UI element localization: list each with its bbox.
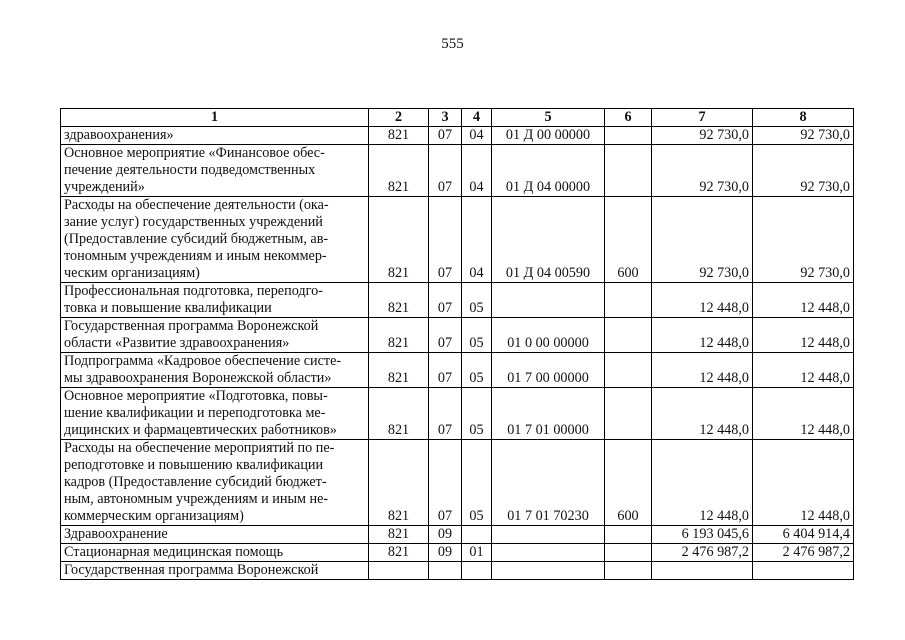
subsection-cell: 05 xyxy=(462,283,492,318)
subsection-cell: 04 xyxy=(462,197,492,283)
amount-year1-cell: 12 448,0 xyxy=(652,353,753,388)
name-cell: Расходы на обеспечение деятельности (ока- зание услуг) государственных учреждений (Предоставление субсидий бюджетным, ав- тономным учреждениям и иным некоммер- ческим организациям) xyxy=(61,197,369,283)
amount-year1-cell: 12 448,0 xyxy=(652,440,753,526)
table-row xyxy=(61,562,854,580)
header-col-8: 8 xyxy=(753,109,854,127)
amount-year1-cell: 92 730,0 xyxy=(652,197,753,283)
amount-year2-cell: 12 448,0 xyxy=(753,388,854,440)
table-header xyxy=(61,109,854,127)
name-cell: Расходы на обеспечение мероприятий по пе- реподготовке и повышению квалификации кадров (Предоставление субсидий бюджет- ным, автономным учреждениям и иным не- коммерческим организациям) xyxy=(61,440,369,526)
name-cell: Профессиональная подготовка, переподго- товка и повышение квалификации xyxy=(61,283,369,318)
subsection-cell: 05 xyxy=(462,318,492,353)
amount-year1-cell: 12 448,0 xyxy=(652,283,753,318)
amount-year2-cell: 92 730,0 xyxy=(753,145,854,197)
amount-year1-cell: 6 193 045,6 xyxy=(652,526,753,544)
section-cell: 07 xyxy=(429,197,462,283)
amount-year2-cell: 12 448,0 xyxy=(753,440,854,526)
section-cell: 09 xyxy=(429,544,462,562)
header-col-2: 2 xyxy=(369,109,429,127)
amount-year2-cell: 6 404 914,4 xyxy=(753,526,854,544)
target-article-cell: 01 Д 00 00000 xyxy=(492,127,605,145)
header-col-4: 4 xyxy=(462,109,492,127)
section-cell xyxy=(429,562,462,580)
name-cell: Стационарная медицинская помощь xyxy=(61,544,369,562)
amount-year1-cell: 2 476 987,2 xyxy=(652,544,753,562)
ministry-code-cell: 821 xyxy=(369,544,429,562)
expense-type-cell xyxy=(605,145,652,197)
subsection-cell: 05 xyxy=(462,440,492,526)
section-cell: 09 xyxy=(429,526,462,544)
target-article-cell: 01 0 00 00000 xyxy=(492,318,605,353)
table-row xyxy=(61,353,854,388)
header-col-7: 7 xyxy=(652,109,753,127)
name-cell: Государственная программа Воронежской xyxy=(61,562,369,580)
name-cell: здравоохранения» xyxy=(61,127,369,145)
amount-year2-cell: 92 730,0 xyxy=(753,197,854,283)
section-cell: 07 xyxy=(429,145,462,197)
ministry-code-cell: 821 xyxy=(369,318,429,353)
target-article-cell xyxy=(492,562,605,580)
budget-table xyxy=(60,108,854,580)
table-row xyxy=(61,283,854,318)
header-col-5: 5 xyxy=(492,109,605,127)
expense-type-cell: 600 xyxy=(605,197,652,283)
name-cell: Государственная программа Воронежской области «Развитие здравоохранения» xyxy=(61,318,369,353)
table-row xyxy=(61,318,854,353)
amount-year1-cell: 92 730,0 xyxy=(652,145,753,197)
expense-type-cell xyxy=(605,353,652,388)
target-article-cell: 01 7 01 00000 xyxy=(492,388,605,440)
expense-type-cell xyxy=(605,283,652,318)
ministry-code-cell: 821 xyxy=(369,145,429,197)
expense-type-cell: 600 xyxy=(605,440,652,526)
amount-year1-cell: 12 448,0 xyxy=(652,388,753,440)
header-row xyxy=(61,109,854,127)
ministry-code-cell: 821 xyxy=(369,526,429,544)
ministry-code-cell: 821 xyxy=(369,353,429,388)
section-cell: 07 xyxy=(429,283,462,318)
target-article-cell xyxy=(492,544,605,562)
subsection-cell xyxy=(462,562,492,580)
ministry-code-cell: 821 xyxy=(369,440,429,526)
section-cell: 07 xyxy=(429,388,462,440)
name-cell: Подпрограмма «Кадровое обеспечение систе- мы здравоохранения Воронежской области» xyxy=(61,353,369,388)
expense-type-cell xyxy=(605,388,652,440)
amount-year1-cell: 12 448,0 xyxy=(652,318,753,353)
page-number: 555 xyxy=(441,36,464,52)
subsection-cell: 04 xyxy=(462,127,492,145)
table-row xyxy=(61,544,854,562)
amount-year2-cell: 12 448,0 xyxy=(753,318,854,353)
ministry-code-cell: 821 xyxy=(369,197,429,283)
ministry-code-cell: 821 xyxy=(369,283,429,318)
subsection-cell: 05 xyxy=(462,388,492,440)
table-row xyxy=(61,197,854,283)
target-article-cell: 01 Д 04 00590 xyxy=(492,197,605,283)
target-article-cell: 01 7 01 70230 xyxy=(492,440,605,526)
name-cell: Основное мероприятие «Подготовка, повы- шение квалификации и переподготовка ме- дицинских и фармацевтических работников» xyxy=(61,388,369,440)
amount-year2-cell: 2 476 987,2 xyxy=(753,544,854,562)
table-row xyxy=(61,440,854,526)
expense-type-cell xyxy=(605,318,652,353)
subsection-cell: 05 xyxy=(462,353,492,388)
section-cell: 07 xyxy=(429,353,462,388)
expense-type-cell xyxy=(605,127,652,145)
amount-year2-cell: 12 448,0 xyxy=(753,283,854,318)
expense-type-cell xyxy=(605,544,652,562)
header-col-1: 1 xyxy=(61,109,369,127)
table-row xyxy=(61,127,854,145)
ministry-code-cell: 821 xyxy=(369,127,429,145)
header-col-3: 3 xyxy=(429,109,462,127)
subsection-cell: 04 xyxy=(462,145,492,197)
table-body xyxy=(61,127,854,580)
amount-year2-cell xyxy=(753,562,854,580)
header-col-6: 6 xyxy=(605,109,652,127)
amount-year1-cell: 92 730,0 xyxy=(652,127,753,145)
amount-year2-cell: 92 730,0 xyxy=(753,127,854,145)
ministry-code-cell xyxy=(369,562,429,580)
ministry-code-cell: 821 xyxy=(369,388,429,440)
target-article-cell xyxy=(492,283,605,318)
subsection-cell xyxy=(462,526,492,544)
amount-year2-cell: 12 448,0 xyxy=(753,353,854,388)
section-cell: 07 xyxy=(429,127,462,145)
name-cell: Здравоохранение xyxy=(61,526,369,544)
section-cell: 07 xyxy=(429,440,462,526)
section-cell: 07 xyxy=(429,318,462,353)
name-cell: Основное мероприятие «Финансовое обес- печение деятельности подведомственных учреждений» xyxy=(61,145,369,197)
target-article-cell: 01 7 00 00000 xyxy=(492,353,605,388)
amount-year1-cell xyxy=(652,562,753,580)
expense-type-cell xyxy=(605,562,652,580)
table-row xyxy=(61,145,854,197)
subsection-cell: 01 xyxy=(462,544,492,562)
table-row xyxy=(61,388,854,440)
expense-type-cell xyxy=(605,526,652,544)
table-row xyxy=(61,526,854,544)
target-article-cell: 01 Д 04 00000 xyxy=(492,145,605,197)
target-article-cell xyxy=(492,526,605,544)
